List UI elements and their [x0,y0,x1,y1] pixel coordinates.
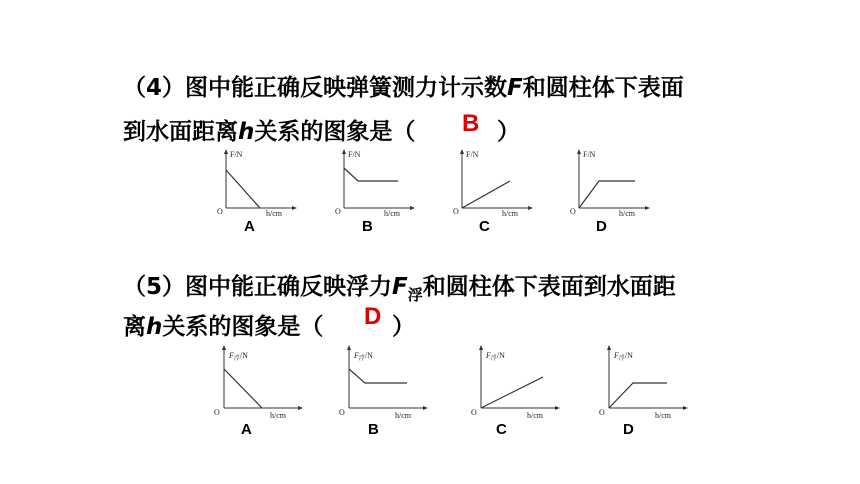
q4-var-f: F [507,75,523,101]
svg-text:F浮/N [353,351,373,362]
q5-d-origin: O [599,408,605,417]
q4-option-b: B [362,218,373,235]
q5-a-ylabel-sub: 浮 [233,356,240,362]
q5-option-b: B [368,421,379,438]
q4-graph-c [448,148,538,218]
question-5-line-1 [123,272,676,304]
q5-graph-b [333,344,433,420]
q4-graph-d [565,148,655,218]
q5-option-c: C [496,421,507,438]
q5-d-ylabel-var: F [614,351,619,360]
q4-graph-a [212,148,302,218]
q4-b-origin: O [335,207,341,216]
q5-c-origin: O [471,408,477,417]
q4-a-origin: O [217,207,223,216]
q5-d-ylabel-sub: 浮 [618,356,625,362]
q5-var-f: F [392,274,408,300]
q5-a-ylabel-unit: /N [239,351,248,360]
q5-b-ylabel-unit: /N [364,351,373,360]
q5-a-xlabel: h/cm [270,411,286,420]
q5-b-ylabel-sub: 浮 [358,356,365,362]
q4-answer: B [462,110,480,137]
question-5-line-2 [123,312,323,342]
q5-text-post: 和圆柱体下表面到水面距 [422,274,676,300]
q5-answer: D [364,303,382,330]
q5-c-xlabel: h/cm [527,411,543,420]
q5-c-ylabel-unit: /N [496,351,505,360]
q4-graph-b [330,148,420,218]
q4-d-ylabel: F/N [583,150,596,159]
q5-text-2: 离 [123,314,146,340]
q5-close-paren: ） [392,314,415,340]
svg-text:F浮/N [228,351,248,362]
q4-d-xlabel: h/cm [619,209,635,218]
q4-text-post: 和圆柱体下表面 [522,75,684,101]
question-4-line-1 [123,73,684,103]
q4-text: （4）图中能正确反映弹簧测力计示数 [123,75,508,101]
q5-option-a: A [241,421,252,438]
q5-graph-d [593,344,693,420]
q4-d-origin: O [570,207,576,216]
svg-text:F浮/N [613,351,633,362]
q5-b-xlabel: h/cm [395,411,411,420]
q5-d-xlabel: h/cm [655,411,671,420]
q4-close-paren: ） [497,119,520,145]
q4-c-origin: O [453,207,459,216]
q5-b-ylabel-var: F [354,351,359,360]
q5-text-2-post: 关系的图象是（ [162,314,324,340]
q5-var-sub: 浮 [407,286,423,304]
q4-b-xlabel: h/cm [384,209,400,218]
q4-text-2: 到水面距离 [123,119,238,145]
q5-var-h: h [146,314,163,340]
q5-graph-c [465,344,565,420]
q4-a-ylabel: F/N [230,150,243,159]
q5-c-ylabel-sub: 浮 [490,356,497,362]
q5-graph-a [208,344,308,420]
q5-a-ylabel-var: F [229,351,234,360]
q4-b-ylabel: F/N [348,150,361,159]
q4-option-c: C [479,218,490,235]
q5-d-ylabel-unit: /N [624,351,633,360]
q5-b-origin: O [339,408,345,417]
q5-a-origin: O [214,408,220,417]
svg-text:F浮/N [485,351,505,362]
q4-var-h: h [238,119,255,145]
question-4-line-2 [123,117,415,147]
q4-option-d: D [596,218,607,235]
q4-a-xlabel: h/cm [266,209,282,218]
q4-c-xlabel: h/cm [502,209,518,218]
q5-c-ylabel-var: F [486,351,491,360]
q5-option-d: D [623,421,634,438]
q5-text: （5）图中能正确反映浮力 [123,274,393,300]
q4-text-2-post: 关系的图象是（ [254,119,416,145]
q4-c-ylabel: F/N [466,150,479,159]
q4-option-a: A [244,218,255,235]
